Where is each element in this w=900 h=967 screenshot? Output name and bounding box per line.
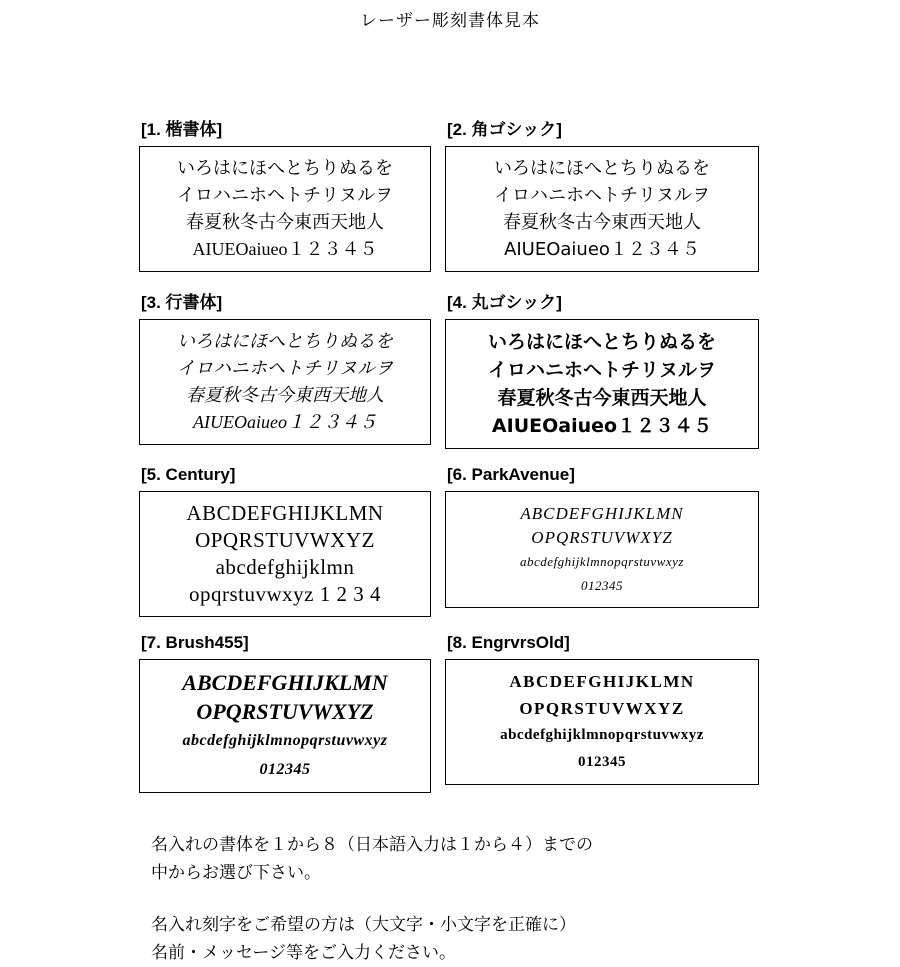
page-title: レーザー彫刻書体見本: [360, 11, 540, 30]
note-font-selection: [151, 831, 761, 887]
sample-line: 春夏秋冬古今東西天地人: [497, 387, 707, 409]
note-line: 中からお選び下さい。: [151, 863, 321, 882]
font-sample-5-century: [139, 465, 431, 617]
samples-grid: [139, 115, 761, 807]
sample-line: イロハニホヘトチリヌルヲ: [494, 185, 710, 206]
sample-line: 春夏秋冬古今東西天地人: [186, 385, 384, 405]
sample-line: ABCDEFGHIJKLMN: [182, 670, 388, 695]
note-line: 名前・メッセージ等をご入力ください。: [151, 943, 456, 962]
sample-line: AIUEOaiueo１２３４５: [192, 239, 378, 259]
sample-line: OPQRSTUVWXYZ: [519, 699, 685, 718]
font-sample-label: [6. ParkAvenue]: [447, 465, 575, 484]
sample-line: イロハニホヘトチリヌルヲ: [177, 185, 393, 205]
sample-line: 012345: [581, 577, 623, 593]
font-sample-label: [8. EngrvrsOld]: [447, 633, 570, 652]
sample-line: ABCDEFGHIJKLMN: [509, 672, 695, 691]
sample-line: abcdefghijklmn: [215, 555, 355, 579]
sample-line: OPQRSTUVWXYZ: [531, 527, 673, 547]
sample-line: OPQRSTUVWXYZ: [195, 528, 375, 552]
font-sample-box: [139, 659, 431, 793]
sample-line: いろはにほへとちりぬるを: [177, 158, 393, 178]
content-area: [139, 115, 761, 967]
font-sample-box: [139, 319, 431, 445]
note-engraving-request: [151, 911, 761, 967]
font-sample-label: [5. Century]: [141, 465, 236, 484]
font-sample-box: [445, 146, 759, 272]
font-sample-7-brush455: [139, 633, 431, 793]
sample-line: ABCDEFGHIJKLMN: [520, 503, 684, 523]
font-sample-2-kakugothic: [445, 115, 759, 272]
sample-line: OPQRSTUVWXYZ: [196, 699, 374, 724]
sample-line: opqrstuvwxyz 1 2 3 4: [189, 582, 381, 606]
sample-line: いろはにほへとちりぬるを: [487, 331, 716, 353]
sample-line: AIUEOaiueo１２３４５: [491, 415, 713, 437]
sample-line: いろはにほへとちりぬるを: [177, 331, 393, 351]
font-sample-label: [1. 楷書体]: [141, 120, 223, 139]
sample-line: abcdefghijklmnopqrstuvwxyz: [520, 553, 684, 569]
sample-line: AIUEOaiueo１２３４５: [504, 239, 700, 260]
note-line: 名入れ刻字をご希望の方は（大文字・小文字を正確に）: [151, 915, 576, 934]
instruction-notes: [139, 831, 761, 967]
font-sample-box: [139, 491, 431, 617]
sample-line: 012345: [259, 761, 311, 778]
font-sample-4-marugothic: [445, 288, 759, 449]
font-sample-label: [2. 角ゴシック]: [447, 120, 562, 139]
sample-line: 春夏秋冬古今東西天地人: [503, 212, 701, 233]
sample-line: abcdefghijklmnopqrstuvwxyz: [182, 732, 388, 749]
font-sample-label: [4. 丸ゴシック]: [447, 293, 562, 312]
font-sample-box: [139, 146, 431, 272]
font-sample-label: [3. 行書体]: [141, 293, 223, 312]
font-sample-box: [445, 659, 759, 785]
font-sample-box: [445, 491, 759, 608]
font-sample-8-engrvrsold: [445, 633, 759, 793]
note-line: 名入れの書体を１から８（日本語入力は１から４）までの: [151, 835, 593, 854]
sample-line: ABCDEFGHIJKLMN: [186, 501, 384, 525]
sample-line: AIUEOaiueo１２３４５: [193, 412, 377, 432]
font-sample-6-parkavenue: [445, 465, 759, 617]
sample-line: 春夏秋冬古今東西天地人: [186, 212, 384, 232]
sample-line: イロハニホヘトチリヌルヲ: [177, 358, 393, 378]
font-sample-3-gyosho: [139, 288, 431, 449]
sample-line: いろはにほへとちりぬるを: [494, 158, 710, 179]
font-sample-1-kaisho: [139, 115, 431, 272]
sample-line: 012345: [578, 754, 626, 770]
font-sample-label: [7. Brush455]: [141, 633, 249, 652]
sample-line: イロハニホヘトチリヌルヲ: [487, 359, 716, 381]
font-sample-box: [445, 319, 759, 449]
sample-line: abcdefghijklmnopqrstuvwxyz: [500, 727, 704, 743]
